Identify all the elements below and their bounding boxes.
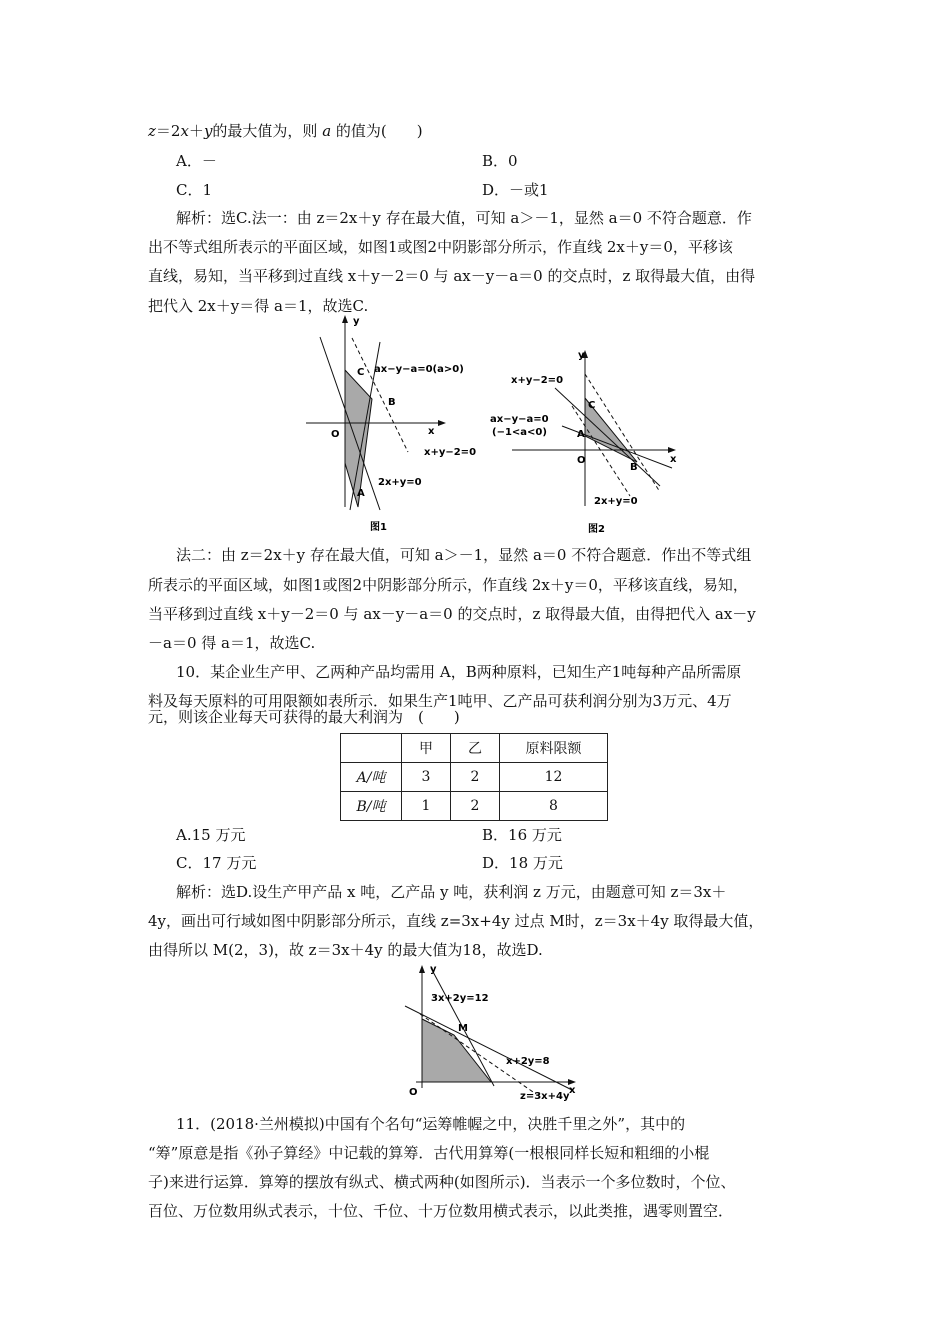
fig1-line-sum-label: x+y−2=0 — [424, 447, 477, 458]
q9-method2-line-1: 法二：由 z＝2x＋y 存在最大值，可知 a＞－1，显然 a＝0 不符合题意．作出不等式组 — [176, 546, 752, 564]
q10-stem-line-2: 料及每天原料的可用限额如表所示．如果生产1吨甲、乙产品可获利润分别为3万元、4万 — [148, 692, 732, 710]
fig2-label-y: y — [578, 350, 585, 361]
q10-feasible-region — [422, 1019, 491, 1082]
q10-label-o: O — [409, 1087, 418, 1098]
q10-solution-line-2: 4y，画出可行域如图中阴影部分所示，直线 z=3x+4y 过点 M时，z＝3x＋4y 取得最大值， — [148, 912, 764, 930]
q10-solution-line-1: 解析：选D.设生产甲产品 x 吨，乙产品 y 吨，获利润 z 万元，由题意可知 z＝3x＋ — [176, 883, 727, 901]
q9-method2-line-2: 所表示的平面区域，如图1或图2中阴影部分所示，作直线 2x＋y＝0，平移该直线，易知， — [148, 576, 748, 594]
fig1-label-a: A — [357, 488, 365, 499]
q10-label-l3: z=3x+4y — [520, 1091, 570, 1102]
table-cell: 1 — [402, 792, 451, 821]
fig2-label-a: A — [577, 429, 585, 440]
q10-option-a: A.15 万元 — [176, 826, 246, 844]
q10-solution-line-3: 由得所以 M(2，3)，故 z＝3x＋4y 的最大值为18，故选D. — [148, 941, 543, 959]
table-cell: 8 — [500, 792, 608, 821]
q10-stem-line-3: 元，则该企业每天可获得的最大利润为 ( ) — [148, 708, 460, 726]
table-header-row — [341, 734, 608, 763]
fig1-feasible-region — [345, 370, 372, 507]
fig1-line-z-label: 2x+y=0 — [378, 477, 422, 488]
q10-option-d: D．18 万元 — [482, 854, 563, 872]
q9-solution-line-4: 把代入 2x＋y＝得 a＝1，故选C. — [148, 297, 369, 315]
q10-label-x: x — [569, 1085, 576, 1096]
q11-line-1: 11．(2018·兰州模拟)中国有个名句“运筹帷幄之中，决胜千里之外”，其中的 — [176, 1115, 686, 1133]
q9-option-d: D．－或1 — [482, 181, 549, 199]
q10-label-y: y — [430, 964, 437, 975]
table-cell: B/吨 — [341, 792, 402, 821]
table-header-cell: 甲 — [402, 734, 451, 763]
q11-line-3: 子)来进行运算．算筹的摆放有纵式、横式两种(如图所示)．当表示一个多位数时，个位、 — [148, 1173, 736, 1191]
table-header-cell: 乙 — [451, 734, 500, 763]
fig1-label-x: x — [428, 426, 435, 437]
q10-label-m: M — [458, 1023, 468, 1034]
table-row — [341, 763, 608, 792]
fig2-line-a-label-1: ax−y−a=0 — [490, 414, 549, 425]
figure-1 — [300, 312, 500, 534]
table-cell: 2 — [451, 763, 500, 792]
q9-option-b: B．0 — [482, 152, 518, 170]
table-row — [341, 792, 608, 821]
fig1-label-b: B — [388, 397, 396, 408]
q11-line-4: 百位、万位数用纵式表示，十位、千位、十万位数用横式表示，以此类推，遇零则置空． — [148, 1202, 734, 1220]
fig1-label-y: y — [353, 316, 360, 327]
fig2-line-a-label-2: (−1<a<0) — [492, 427, 547, 438]
q9-solution-line-1: 解析：选C.法一：由 z＝2x＋y 存在最大值，可知 a＞－1，显然 a＝0 不符合题意．作 — [176, 209, 752, 227]
q10-stem-line-1: 10．某企业生产甲、乙两种产品均需用 A，B两种原料，已知生产1吨每种产品所需原 — [176, 663, 742, 681]
figure-2 — [490, 346, 700, 536]
q9-option-a: A．－ — [176, 152, 217, 170]
q10-option-b: B．16 万元 — [482, 826, 562, 844]
fig2-label-o: O — [577, 455, 586, 466]
fig2-line-z-label: 2x+y=0 — [594, 496, 638, 507]
table-cell: 3 — [402, 763, 451, 792]
fig1-label-c: C — [357, 367, 365, 378]
table-cell: 12 — [500, 763, 608, 792]
fig2-label-x: x — [670, 454, 677, 465]
fig1-line-a-label: ax−y−a=0(a>0) — [374, 364, 464, 375]
q10-figure — [396, 962, 586, 1102]
q10-option-c: C．17 万元 — [176, 854, 257, 872]
q9-option-c: C．1 — [176, 181, 213, 199]
q9-solution-line-2: 出不等式组所表示的平面区域，如图1或图2中阴影部分所示，作直线 2x＋y＝0，平移该 — [148, 238, 733, 256]
q9-stem-tail: 的最大值为，则 — [212, 122, 318, 140]
table-cell: 2 — [451, 792, 500, 821]
q9-stem-end: 的值为( ) — [335, 122, 423, 140]
table-cell: A/吨 — [341, 763, 402, 792]
q9-method2-line-4: －a＝0 得 a＝1，故选C. — [148, 634, 316, 652]
q9-solution-line-3: 直线，易知，当平移到过直线 x＋y－2＝0 与 ax－y－a＝0 的交点时，z 取得最大值，由得 — [148, 267, 756, 285]
fig1-caption: 图1 — [370, 522, 387, 533]
table-header-cell: 原料限额 — [500, 734, 608, 763]
table-header-cell — [341, 734, 402, 763]
q10-label-l2: x+2y=8 — [506, 1056, 550, 1067]
fig2-label-c: C — [588, 400, 596, 411]
fig2-label-b: B — [630, 462, 638, 473]
q10-label-l1: 3x+2y=12 — [431, 993, 489, 1004]
q9-stem: z＝2x＋y的最大值为，则 a 的值为( ) — [148, 122, 423, 140]
q10-material-table — [340, 733, 608, 821]
fig1-label-o: O — [331, 429, 340, 440]
q9-method2-line-3: 当平移到过直线 x＋y－2＝0 与 ax－y－a＝0 的交点时，z 取得最大值，由得把代入 ax－y — [148, 605, 756, 623]
fig2-line-sum — [555, 388, 660, 486]
q11-line-2: “筹”原意是指《孙子算经》中记载的算筹．古代用算筹(一根根同样长短和粗细的小棍 — [148, 1144, 710, 1162]
fig2-line-sum-label: x+y−2=0 — [511, 375, 564, 386]
fig2-caption: 图2 — [588, 524, 605, 535]
